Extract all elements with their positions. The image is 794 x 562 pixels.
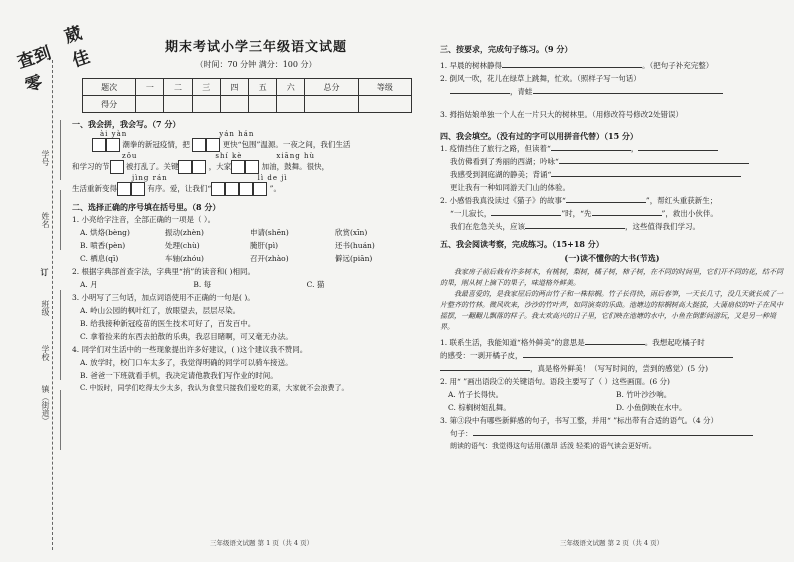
question: 我们在危急关头，应该 — [450, 222, 525, 231]
answer-box[interactable] — [239, 182, 253, 196]
option-row — [72, 239, 420, 252]
s4-line — [440, 207, 784, 220]
s4-line: 更让我有一种如同游天门山的体验。 — [450, 183, 570, 192]
question: 。我想起吃橘子时 — [644, 338, 705, 347]
question: 我感受到洞庭湖的静美；背诵“ — [450, 170, 552, 179]
footer-left: 三年级语文试题 第 1 页（共 4 页） — [210, 539, 314, 547]
question: ”，帮红头重获新生； — [645, 196, 718, 205]
footer-right: 三年级语文试题 第 2 页（共 4 页） — [560, 539, 664, 547]
option[interactable]: C. 猫 — [306, 280, 325, 289]
answer-box[interactable] — [117, 182, 131, 196]
option-row — [440, 388, 784, 401]
question: 3. 小明写了三句话，加点词语使用不正确的一句是( )。 — [72, 293, 255, 302]
answer-box[interactable] — [245, 160, 259, 174]
question: “一儿寂长， — [450, 209, 492, 218]
question: 1. 联系生活，我能知道“格外鲜美”的意思是 — [440, 338, 585, 347]
section-5-title: 五、我会阅读考察，完成练习。（15+18 分） — [440, 239, 604, 249]
question: 2. 小感悟我真没读过《猫子》的故事“ — [440, 196, 566, 205]
s5-q1 — [440, 336, 784, 349]
question: ，这些值得我们学习。 — [625, 222, 700, 231]
question: ”，救出小伙伴。 — [661, 209, 718, 218]
option[interactable]: 腌肝(pì) — [250, 241, 279, 250]
answer-line[interactable] — [551, 142, 631, 151]
question: ，真是格外鲜美！（写写时间的，尝到的感觉）(5 分) — [530, 364, 709, 373]
answer-line[interactable] — [525, 220, 625, 229]
option[interactable]: A. 月 — [80, 280, 98, 289]
option[interactable]: A. 竹子长得快。 — [448, 390, 504, 399]
score-cell — [249, 96, 277, 113]
student-id-label: 学号 — [41, 150, 50, 166]
s5-q3-answer — [440, 427, 784, 440]
option[interactable]: 欣赏(xīn) — [335, 228, 368, 237]
answer-line[interactable] — [491, 207, 561, 216]
s5-q1c — [440, 349, 784, 362]
answer-line[interactable] — [440, 362, 530, 371]
option[interactable]: 召开(zhào) — [250, 254, 289, 263]
score-header-cell: 二 — [164, 79, 192, 96]
score-cell — [277, 96, 305, 113]
option[interactable]: 振动(zhèn) — [165, 228, 204, 237]
s1-text: ，大家 — [208, 162, 232, 171]
option[interactable]: C. 拿着捡来的东西去拍散的乐典，我忍目睹啊，可又毫无办法。 — [80, 332, 293, 341]
s1-line-3 — [72, 182, 420, 196]
option[interactable]: A. 岭山公园的枫叶红了，放眼望去，层层尽染。 — [80, 306, 241, 315]
question: 的感受：一剥开橘子皮， — [440, 351, 523, 360]
s1-text: 被打乱了。关键 — [125, 162, 179, 171]
pinyin-row — [132, 174, 420, 182]
s1-text: 更快“包围”温源。一夜之间，我们生活 — [222, 140, 351, 149]
name-label: 姓名 — [41, 212, 50, 228]
s4-line — [440, 168, 784, 181]
school-line — [60, 340, 61, 380]
option[interactable]: C. 栖息(qī) — [80, 254, 119, 263]
option[interactable]: 僻远(piān) — [335, 254, 373, 263]
town-line — [60, 390, 61, 450]
score-cell — [164, 96, 192, 113]
student-id-line — [60, 120, 61, 180]
answer-line[interactable] — [523, 349, 733, 358]
option-row — [440, 401, 784, 414]
pinyin: shí kè — [215, 152, 243, 160]
handwritten-name: 葳佳 — [62, 23, 93, 72]
option-row — [72, 226, 420, 239]
option[interactable]: B. 竹叶沙沙响。 — [616, 390, 672, 399]
question-hint: 。（把句子补充完整） — [642, 61, 714, 70]
option[interactable]: B. 给我接种新冠疫苗的医生技术可好了，百发百中。 — [80, 319, 256, 328]
section-4-title: 四、我会填空。（没有过的字可以用拼音代替）（15 分） — [440, 131, 638, 141]
option[interactable]: D. 小鱼倒映在水中。 — [616, 403, 687, 412]
score-header-cell: 五 — [249, 79, 277, 96]
pinyin: xiāng hù — [276, 152, 315, 160]
pinyin: zǒu — [122, 152, 138, 160]
option[interactable]: B. 爸爸一下班就看手机，我决定请他教我们写作业的时间。 — [80, 371, 278, 380]
s4-line — [440, 142, 784, 155]
score-header-cell: 四 — [220, 79, 248, 96]
question: 句子： — [450, 429, 473, 438]
s1-text: 和学习的节 — [72, 162, 110, 171]
option[interactable]: B. 喷香(pèn) — [80, 241, 126, 250]
score-table — [82, 78, 412, 113]
score-row-label: 得分 — [83, 96, 136, 113]
option-row — [72, 278, 420, 291]
answer-line[interactable] — [592, 207, 662, 216]
score-cell — [358, 96, 411, 113]
s4-line — [440, 220, 784, 233]
question: 3. 拇指姑娘单独一个人在一片只大的树林里。（用修改符号修改2处错误） — [440, 110, 684, 119]
answer-line[interactable] — [585, 336, 645, 345]
answer-box[interactable] — [253, 182, 267, 196]
option[interactable]: 申请(shēn) — [250, 228, 289, 237]
s4-line — [440, 155, 784, 168]
answer-line[interactable] — [559, 155, 749, 164]
score-cell — [305, 96, 358, 113]
answer-box[interactable] — [192, 138, 206, 152]
section-1-title: 一、我会拼，我会写。（7 分） — [72, 119, 181, 129]
question: 1. 早晨的树林静得 — [440, 61, 503, 70]
answer-box[interactable] — [92, 138, 106, 152]
score-header-cell: 等级 — [358, 79, 411, 96]
option[interactable]: A. 放学时，校门口车太多了，我觉得明确的同学可以骑车接送。 — [80, 358, 293, 367]
answer-line[interactable] — [566, 194, 646, 203]
option[interactable]: 还书(huán) — [335, 241, 375, 250]
s1-text: ”。 — [269, 184, 281, 193]
answer-line[interactable] — [450, 85, 510, 94]
question: 1. 疫情挡住了旅行之路，但读着“ — [440, 144, 551, 153]
s4-line — [440, 194, 784, 207]
question: ”时，“先 — [561, 209, 592, 218]
s5-q1d — [440, 362, 784, 375]
answer-box[interactable] — [106, 138, 120, 152]
question: 朗读的语气：我觉得这句话用(激昂 活泼 轻柔)的语气读会更好听。 — [450, 442, 656, 450]
pinyin-row — [100, 130, 420, 138]
answer-box[interactable] — [192, 160, 206, 174]
binding-dashed-line — [52, 60, 53, 550]
answer-box[interactable] — [225, 182, 239, 196]
s1-text: 生活重新变得 — [72, 184, 117, 193]
question: 2. 倒风一吹，花儿在绿草上跳舞，忙欢。（照样子写一句话） — [440, 74, 641, 83]
score-header-cell: 题次 — [83, 79, 136, 96]
question: 1. 小亮给字注音，全部正确的一项是（ ）。 — [72, 215, 216, 224]
class-line — [60, 290, 61, 340]
question: ， — [630, 144, 639, 153]
s1-line-1 — [72, 138, 420, 152]
cut-mark: 订 — [40, 268, 50, 276]
handwritten-scribble: 査到零 — [15, 43, 54, 97]
option[interactable]: B. 每 — [193, 280, 212, 289]
section-3-title: 三、按要求，完成句子练习。（9 分） — [440, 44, 573, 54]
s1-text: 有序。爱，让我们“ — [147, 184, 212, 193]
option-row — [72, 252, 420, 265]
score-header-cell: 一 — [136, 79, 164, 96]
s1-text: 加油，鼓舞。很快， — [261, 162, 330, 171]
town-label: 镇（街道） — [41, 385, 50, 425]
answer-box[interactable] — [211, 182, 225, 196]
score-cell — [192, 96, 220, 113]
option[interactable]: 处理(chù) — [165, 241, 200, 250]
school-label: 学校 — [41, 345, 50, 361]
score-header-cell: 六 — [277, 79, 305, 96]
answer-box[interactable] — [206, 138, 220, 152]
pinyin-row — [122, 152, 420, 160]
answer-box[interactable] — [110, 160, 124, 174]
answer-box[interactable] — [178, 160, 192, 174]
s1-line-2 — [72, 160, 420, 174]
pinyin: yán hán — [219, 130, 255, 138]
answer-line[interactable] — [638, 142, 718, 151]
score-header-cell: 三 — [192, 79, 220, 96]
question: 我仿佛看到了秀丽的西湖；吟咏“ — [450, 157, 559, 166]
pinyin: lì de jì — [257, 174, 288, 182]
score-header-cell: 总分 — [305, 79, 358, 96]
passage-title: (一)读不懂你的大书(节选) — [564, 253, 660, 263]
question: ，青蛙 — [510, 87, 533, 96]
exam-subtitle: （时间：70 分钟 满分：100 分） — [195, 60, 317, 69]
option[interactable]: C. 棕榈树姐乱舞。 — [448, 403, 511, 412]
answer-line[interactable] — [551, 168, 741, 177]
s1-text: 潮拳的新冠疫情，把 — [122, 140, 190, 149]
question: 2. 根据字典部首查字法，字典里“捎”的读音和( )相同。 — [72, 267, 255, 276]
answer-line[interactable] — [473, 427, 753, 436]
option[interactable]: 车轴(zhóu) — [165, 254, 204, 263]
pinyin: ài yàn — [100, 130, 128, 138]
answer-box[interactable] — [231, 160, 245, 174]
score-cell — [220, 96, 248, 113]
page-right — [440, 44, 784, 453]
option[interactable]: A. 烘烙(bèng) — [80, 228, 130, 237]
name-line — [60, 190, 61, 250]
class-label: 班级 — [41, 300, 50, 316]
answer-box[interactable] — [131, 182, 145, 196]
question: 3. 第③段中有哪些新鲜感的句子，书写工整，并用“ ”标出带有合适的语气。（4 分） — [440, 416, 718, 425]
s3-q2-answer — [440, 85, 784, 98]
question: 4. 同学们对生活中的一些现象提出许多好建议，( )这个建议我不赞同。 — [72, 345, 308, 354]
s3-q1 — [440, 59, 784, 72]
pinyin: jìng rán — [132, 174, 168, 182]
score-cell — [136, 96, 164, 113]
option[interactable]: C. 中饭时，同学们吃得太少太多，我认为食堂只接我们爱吃的菜，大家就不会浪费了。 — [80, 384, 349, 392]
question: 2. 用“ ”画出语段②的关键语句。语段主要写了（ ）这些画面。(6 分) — [440, 377, 670, 386]
passage-paragraph: 我最喜爱的，是我家屋后的两亩竹子和一株棕榈。竹子长得快，雨后春笋，一天长几寸，没几天就长成了一片整齐的竹林。微风吹来，沙沙的竹叶声，如同演奏的乐曲。池塘边的棕榈树高大挺拔，大蒲扇似的叶子在风中摇摆，一翻翻儿飘落的样子。我太欢高兴的日子里，它们映在池塘的水中，小鱼在倒影间游玩，又是另一种境界。 — [440, 290, 783, 331]
passage-paragraph: 我家房子前后栽有许多树木，有桃树，梨树，橘子树，柿子树，在不同的时间里，它们开不同的花，结不同的果，刚从树上摘下的果子，味道格外鲜美。 — [440, 268, 783, 287]
exam-title: 期末考试小学三年级语文试题 — [164, 40, 347, 55]
answer-line[interactable] — [533, 85, 723, 94]
page-left — [72, 36, 420, 395]
answer-line[interactable] — [502, 59, 642, 68]
section-2-title: 二、选择正确的序号填在括号里。（8 分） — [72, 202, 221, 212]
